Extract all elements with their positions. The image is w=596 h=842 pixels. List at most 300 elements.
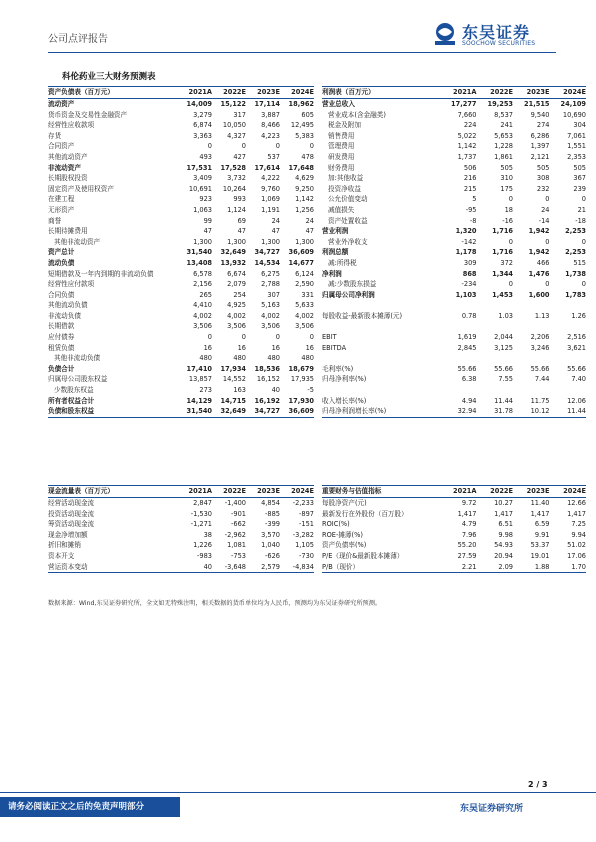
row-value: 6.51 (498, 520, 513, 529)
row-label: 资产总计 (48, 248, 75, 257)
row-value: 55.66 (567, 364, 586, 373)
year-header: 2022E (477, 486, 514, 498)
row-label: ROE-摊薄(%) (322, 530, 363, 539)
row-value: 21,515 (524, 100, 550, 108)
page-number: 2 / 3 (528, 780, 548, 789)
row-label: 应付债券 (48, 333, 75, 342)
row-value: 2,353 (567, 152, 586, 161)
row-value: 1,124 (227, 205, 246, 214)
row-value (477, 353, 514, 364)
row-value: 1,417 (494, 509, 513, 518)
row-value: 9.72 (461, 499, 477, 507)
row-value: 16 (305, 343, 314, 352)
row-value: 175 (500, 184, 513, 193)
row-value: 1,344 (492, 269, 513, 278)
table-row (322, 519, 586, 530)
row-label: 毛利率(%) (322, 364, 354, 373)
row-value: 1,300 (227, 237, 246, 246)
row-value: 1,226 (193, 541, 212, 550)
row-value: 1,081 (227, 541, 246, 550)
row-value: 6,286 (530, 131, 550, 140)
row-label: 长期股权投资 (48, 174, 88, 183)
row-value: -897 (299, 509, 314, 518)
row-value: 4,002 (261, 311, 280, 320)
row-label: 每股收益-最新股本摊薄(元) (322, 311, 403, 320)
row-value: 1,256 (295, 205, 314, 214)
row-value: 9.98 (498, 530, 513, 539)
table-row (322, 237, 586, 248)
row-value: 2,079 (227, 280, 246, 289)
cash-flow-table (48, 485, 314, 573)
row-label: ROIC(%) (322, 520, 350, 529)
row-value (550, 300, 587, 311)
row-value: 3,506 (193, 322, 212, 331)
row-value: -234 (461, 280, 477, 289)
table-title: 现金流量表（百万元） (48, 486, 178, 498)
section-title: 科伦药业三大财务预测表 (62, 72, 156, 82)
table-row (322, 110, 586, 121)
row-value: 480 (199, 354, 212, 363)
row-value: 6.38 (461, 375, 477, 384)
table-row (48, 343, 314, 354)
table-row (48, 530, 314, 541)
row-value: 4,410 (193, 301, 212, 310)
row-value: 1,476 (528, 269, 550, 278)
row-value: 17,531 (186, 163, 212, 172)
row-value: 4,002 (227, 311, 246, 320)
row-value: -662 (231, 520, 246, 529)
table-row (322, 279, 586, 290)
row-value: 17,114 (254, 100, 280, 108)
row-value: 0 (241, 333, 246, 342)
row-value: 31.78 (477, 406, 514, 417)
row-value: 5 (472, 195, 477, 204)
row-label (322, 321, 440, 332)
row-value: -901 (231, 509, 246, 518)
table-row (322, 321, 586, 332)
row-value: 14,534 (254, 258, 280, 267)
table-row (48, 396, 314, 407)
row-value: 5,633 (295, 301, 314, 310)
row-value: 506 (463, 163, 477, 172)
table-row (48, 509, 314, 520)
year-header: 2021A (178, 87, 212, 99)
row-value: 32,649 (220, 248, 246, 257)
row-label: 投资活动现金流 (48, 509, 95, 518)
table-row (48, 562, 314, 573)
footer-rule (0, 792, 596, 793)
table-row (48, 194, 314, 205)
table-row (322, 343, 586, 354)
row-value (440, 385, 477, 396)
row-value: 40 (178, 562, 212, 573)
table-row (322, 353, 586, 364)
row-value: 239 (573, 184, 586, 193)
row-value: 480 (267, 354, 280, 363)
row-value: 3,506 (227, 322, 246, 331)
row-value: 4,327 (227, 131, 246, 140)
row-value: 4,223 (261, 131, 280, 140)
row-value: 32.94 (440, 406, 477, 417)
row-label: 其他流动负债 (48, 301, 88, 310)
table-row (322, 258, 586, 269)
row-value: 4.79 (461, 520, 477, 529)
row-value: 1.03 (498, 311, 513, 320)
row-value: 6,275 (261, 269, 280, 278)
row-label: 筹资活动现金流 (48, 520, 95, 529)
row-label: 减:少数股东损益 (328, 280, 377, 289)
row-value: 11.40 (530, 499, 550, 507)
row-value: 309 (463, 258, 477, 267)
row-value: 17,528 (220, 163, 246, 172)
row-value: 51.02 (567, 541, 586, 550)
row-value: -885 (265, 509, 280, 518)
row-value: 3,409 (193, 174, 212, 183)
row-label: 短期借款及一年内到期的非流动负债 (48, 269, 154, 278)
table-row (322, 205, 586, 216)
table-row (322, 332, 586, 343)
row-label: 公允价值变动 (328, 195, 368, 204)
row-value: 505 (500, 163, 513, 172)
table-row (48, 406, 314, 417)
row-label: 合同资产 (48, 142, 75, 151)
row-value: 3,506 (261, 322, 280, 331)
table-row (322, 396, 586, 407)
row-value: 4,925 (227, 301, 246, 310)
row-label: 资本开支 (48, 551, 75, 560)
row-label: 每股净资产(元) (322, 499, 367, 507)
row-value: 304 (573, 121, 586, 130)
row-value: 11.44 (550, 406, 587, 417)
row-label: 商誉 (48, 216, 62, 225)
row-value: 24,109 (560, 100, 586, 108)
row-value: 0 (275, 142, 280, 151)
row-value: 4,002 (295, 311, 314, 320)
row-value: 3,246 (530, 343, 550, 352)
company-logo (432, 22, 556, 48)
table-row (322, 290, 586, 301)
row-value (440, 353, 477, 364)
row-value: 16,152 (256, 375, 280, 384)
row-value: 367 (573, 174, 586, 183)
row-value: 2,044 (494, 333, 513, 342)
table-title: 利润表（百万元） (322, 87, 440, 99)
row-value: 480 (301, 354, 314, 363)
row-label: 管理费用 (328, 142, 355, 151)
table-row (322, 194, 586, 205)
table-row (322, 406, 586, 417)
year-header: 2022E (212, 87, 246, 99)
row-label: 非流动资产 (48, 163, 81, 172)
row-value: 9.94 (571, 530, 586, 539)
row-value: 7,061 (567, 131, 586, 140)
row-label: 销售费用 (328, 131, 355, 140)
row-value: 331 (301, 290, 314, 299)
row-label: 流动负债 (48, 258, 75, 267)
income-statement-table (322, 86, 586, 418)
row-value: 14,009 (186, 100, 212, 108)
row-value: 0.78 (461, 311, 477, 320)
row-value: 1.70 (550, 562, 587, 573)
row-value: 24 (541, 205, 550, 214)
table-row (48, 353, 314, 364)
row-value: 0 (508, 237, 513, 246)
row-value: 3,125 (494, 343, 513, 352)
row-value: -753 (231, 551, 246, 560)
row-value: 11.44 (494, 396, 513, 405)
row-value: 7.40 (571, 375, 586, 384)
row-value: -18 (575, 216, 586, 225)
row-value: 10,690 (562, 110, 586, 119)
row-value: 1,105 (295, 541, 314, 550)
row-value: 10,264 (222, 184, 246, 193)
row-value: 55.66 (457, 364, 477, 373)
logo-text-en: SOOCHOW SECURITIES (462, 40, 536, 47)
table-row (48, 269, 314, 280)
row-value: 480 (233, 354, 246, 363)
table-row (48, 385, 314, 396)
row-value: 1,716 (492, 248, 513, 257)
row-value: 993 (233, 195, 246, 204)
year-header: 2021A (440, 87, 477, 99)
row-value: 2,253 (565, 248, 586, 257)
table-row (322, 551, 586, 562)
valuation-table (322, 485, 586, 573)
row-label: 利润总额 (322, 248, 349, 257)
row-value: 1,417 (567, 509, 586, 518)
row-value: 3,887 (261, 110, 280, 119)
row-label: EBIT (322, 333, 337, 342)
table-row (48, 110, 314, 121)
row-value: 605 (301, 110, 314, 119)
row-value: 18 (504, 205, 513, 214)
row-value: 307 (267, 290, 280, 299)
row-value: -626 (265, 551, 280, 560)
row-label (322, 300, 440, 311)
year-header: 2023E (246, 486, 280, 498)
row-value: 0 (241, 142, 246, 151)
row-value: 7.44 (534, 375, 550, 384)
table-row (48, 498, 314, 509)
row-label: 经营性应收款项 (48, 121, 95, 130)
row-value: 9.91 (534, 530, 550, 539)
row-label: 合同负债 (48, 290, 75, 299)
row-value: 2,590 (295, 280, 314, 289)
row-value: 4.94 (461, 396, 477, 405)
row-label: 所有者权益合计 (48, 396, 95, 405)
row-value: 17,934 (220, 364, 246, 373)
row-value: 36,609 (280, 406, 314, 417)
row-value: 1,738 (565, 269, 586, 278)
row-value: 18,536 (254, 364, 280, 373)
row-value: 317 (233, 110, 246, 119)
row-value: -8 (469, 216, 477, 225)
table-row (48, 332, 314, 343)
table-row (322, 216, 586, 227)
row-value: 0 (207, 142, 212, 151)
table-row (322, 269, 586, 280)
row-value: 10,050 (222, 121, 246, 130)
row-label: 固定资产及使用权资产 (48, 184, 114, 193)
row-value: 16,192 (254, 396, 280, 405)
row-label: 营业利润 (322, 227, 349, 236)
row-value: 17,648 (288, 163, 314, 172)
row-label: 归母净利润增长率(%) (322, 406, 440, 417)
table-row (48, 364, 314, 375)
row-value: 3,279 (193, 110, 212, 119)
row-value (513, 385, 550, 396)
table-row (322, 300, 586, 311)
row-value: 47 (237, 227, 246, 236)
row-value: 273 (199, 386, 212, 395)
year-header: 2022E (212, 486, 246, 498)
logo-text-cn: 东吴证券 (462, 23, 531, 42)
row-value: 2,253 (565, 227, 586, 236)
row-value: 0 (508, 280, 513, 289)
year-header: 2022E (477, 87, 514, 99)
row-value: 6.59 (534, 520, 550, 529)
row-value: 1,942 (528, 248, 550, 257)
row-value: -1,530 (190, 509, 212, 518)
row-label: 财务费用 (328, 163, 355, 172)
row-value: 0 (508, 195, 513, 204)
row-label: 研发费用 (328, 152, 355, 161)
table-title: 资产负债表（百万元） (48, 87, 178, 99)
row-value: 466 (536, 258, 550, 267)
row-value: 3,570 (261, 530, 280, 539)
row-value: 7.96 (461, 530, 477, 539)
row-label: 经营活动现金流 (48, 499, 95, 507)
row-value: 1,191 (261, 205, 280, 214)
row-value: 1.13 (534, 311, 550, 320)
row-value (513, 300, 550, 311)
row-value: 3,363 (193, 131, 212, 140)
row-value: 4,629 (295, 174, 314, 183)
row-value: -95 (465, 205, 477, 214)
table-row (48, 258, 314, 269)
table-row (322, 247, 586, 258)
row-value: 3,506 (295, 322, 314, 331)
row-value: 11.75 (530, 396, 550, 405)
year-header: 2021A (178, 486, 212, 498)
table-row (48, 226, 314, 237)
row-value: 16 (237, 343, 246, 352)
row-value: 6,578 (193, 269, 212, 278)
table-row (322, 374, 586, 385)
row-value: 34,727 (254, 248, 280, 257)
table-row (48, 184, 314, 195)
row-value: 2,847 (193, 499, 212, 507)
row-value: -730 (299, 551, 314, 560)
row-value: 24 (305, 216, 314, 225)
row-value: 40 (271, 386, 280, 395)
row-value: 10.27 (494, 499, 513, 507)
row-value: 2,845 (457, 343, 477, 352)
row-label: 资产处置收益 (328, 216, 368, 225)
row-value (440, 321, 477, 332)
row-value: 427 (233, 152, 246, 161)
disclaimer-banner: 请务必阅读正文之后的免责声明部分 (0, 797, 180, 817)
row-label (322, 385, 440, 396)
table-row (322, 173, 586, 184)
row-value: -3,282 (292, 530, 314, 539)
row-value: -983 (197, 551, 212, 560)
row-value: -151 (299, 520, 314, 529)
table-row (322, 226, 586, 237)
row-value: 17,277 (451, 100, 477, 108)
row-value: 1,069 (261, 195, 280, 204)
table-row (322, 120, 586, 131)
balance-sheet-table (48, 86, 314, 418)
row-value: 14,715 (220, 396, 246, 405)
row-value: 1,453 (492, 290, 513, 299)
row-value: 1,228 (494, 142, 513, 151)
row-label: P/E（现价&最新股本摊薄） (322, 551, 404, 560)
table-row (322, 364, 586, 375)
row-value: 0 (309, 142, 314, 151)
row-label: 其他流动资产 (48, 152, 88, 161)
row-value: 1,178 (455, 248, 477, 257)
row-value: 5,383 (295, 131, 314, 140)
row-value (440, 300, 477, 311)
table-row (48, 374, 314, 385)
table-row (48, 173, 314, 184)
row-value: 216 (463, 174, 477, 183)
row-value: 34,727 (246, 406, 280, 417)
row-value: 8,537 (494, 110, 513, 119)
source-note: 数据来源：Wind,东吴证券研究所，全文如无特殊注明，相关数据的货币单位均为人民币，预测均为东吴证券研究所预测。 (48, 600, 382, 607)
row-value: 1,737 (457, 152, 477, 161)
table-row (48, 311, 314, 322)
row-value: 12.06 (567, 396, 586, 405)
row-value: 3,732 (227, 174, 246, 183)
row-label: 减:所得税 (328, 258, 357, 267)
row-label: 归属母公司净利润 (322, 290, 375, 299)
row-label: 租赁负债 (48, 343, 75, 352)
row-value: 1,300 (193, 237, 212, 246)
row-value: 0 (581, 280, 586, 289)
row-value: 254 (233, 290, 246, 299)
row-value: -5 (307, 386, 314, 395)
row-value: 505 (573, 163, 586, 172)
row-value: -4,834 (280, 562, 314, 573)
row-value: 1,142 (457, 142, 477, 151)
row-value: 27.59 (457, 551, 477, 560)
row-value: 1,142 (295, 195, 314, 204)
year-header: 2024E (280, 87, 314, 99)
row-value: 868 (462, 269, 477, 278)
row-value: 215 (463, 184, 477, 193)
row-value: 0 (545, 237, 550, 246)
row-value: 265 (199, 290, 212, 299)
row-value (550, 385, 587, 396)
row-label: 无形资产 (48, 205, 75, 214)
row-value: 0 (581, 237, 586, 246)
row-value: 5,163 (261, 301, 280, 310)
row-label: 负债和股东权益 (48, 406, 178, 417)
row-value: 1,861 (494, 152, 513, 161)
row-value: 1,103 (455, 290, 477, 299)
row-value (550, 353, 587, 364)
table-row (48, 540, 314, 551)
table-row (48, 519, 314, 530)
row-label: 最新发行在外股份（百万股） (322, 509, 408, 518)
row-value: 923 (199, 195, 212, 204)
row-value: 2,516 (567, 333, 586, 342)
row-value: 1,619 (457, 333, 477, 342)
row-value: 4,222 (261, 174, 280, 183)
table-row (48, 247, 314, 258)
